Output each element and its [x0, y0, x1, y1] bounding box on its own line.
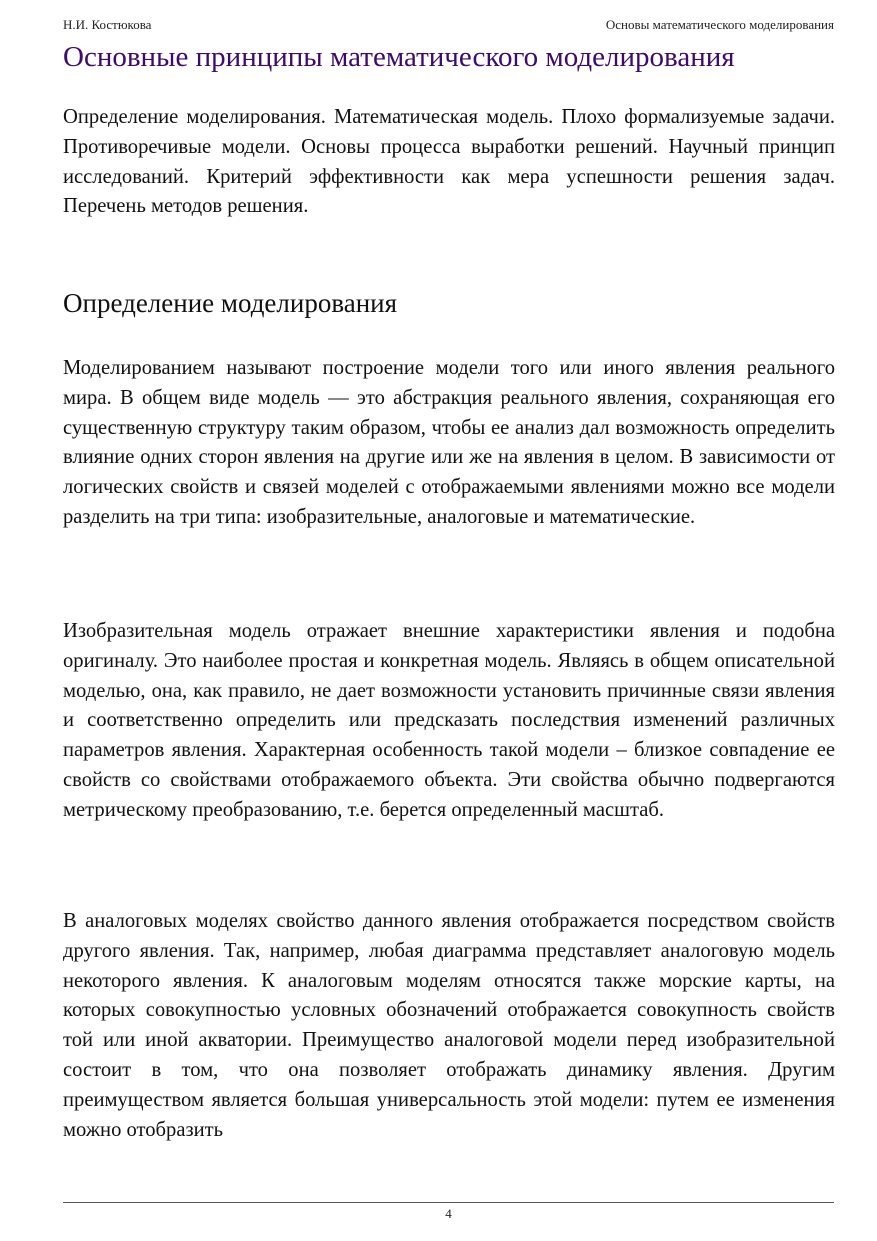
header-book-title: Основы математического моделирования	[605, 17, 834, 32]
paragraph-analog-model: В аналоговых моделях свойство данного явления отображается посредством свойств другого явления. Так, например, любая диаграмма представляет аналоговую модель некоторого явления. К аналоговым моделям относятся также морские карты, на которых совокупностью условных обозначений отображается совокупность свойств той или иной акватории. Преимущество аналоговой модели перед изобразительной состоит в том, что она позволяет отображать динамику явления. Другим преимуществом является большая универсальность этой модели: путем ее изменения можно отобразить	[63, 910, 835, 1141]
chapter-title: Основные принципы математического моделирования	[63, 41, 735, 73]
header-author: Н.И. Костюкова	[63, 17, 152, 32]
paragraph-iconic-model: Изобразительная модель отражает внешние характеристики явления и подобна оригиналу. Это наиболее простая и конкретная модель. Являясь в общем описательной моделью, она, как правило, не дает возможности установить причинные связи явления и соответственно определить или предсказать последствия изменений различных параметров явления. Характерная особенность такой модели – близкое совпадение ее свойств со свойствами отображаемого объекта. Эти свойства обычно подвергаются метрическому преобразованию, т.е. берется определенный масштаб.	[63, 620, 835, 821]
section-heading: Определение моделирования	[63, 288, 398, 318]
paragraph-definition: Моделированием называют построение модели того или иного явления реального мира. В общем виде модель — это абстракция реального явления, сохраняющая его существенную структуру таким образом, чтобы ее анализ дал возможность определить влияние одних сторон явления на другие или же на явления в целом. В зависимости от логических свойств и связей моделей с отображаемыми явлениями можно все модели разделить на три типа: изобразительные, аналоговые и математические.	[63, 357, 835, 528]
chapter-abstract: Определение моделирования. Математическая модель. Плохо формализуемые задачи. Противоречивые модели. Основы процесса выработки решений. Научный принцип исследований. Критерий эффективности как мера успешности решения задач. Перечень методов решения.	[63, 106, 835, 218]
running-header	[63, 17, 834, 35]
footer-divider	[63, 1202, 834, 1203]
page-number: 4	[445, 1206, 452, 1221]
